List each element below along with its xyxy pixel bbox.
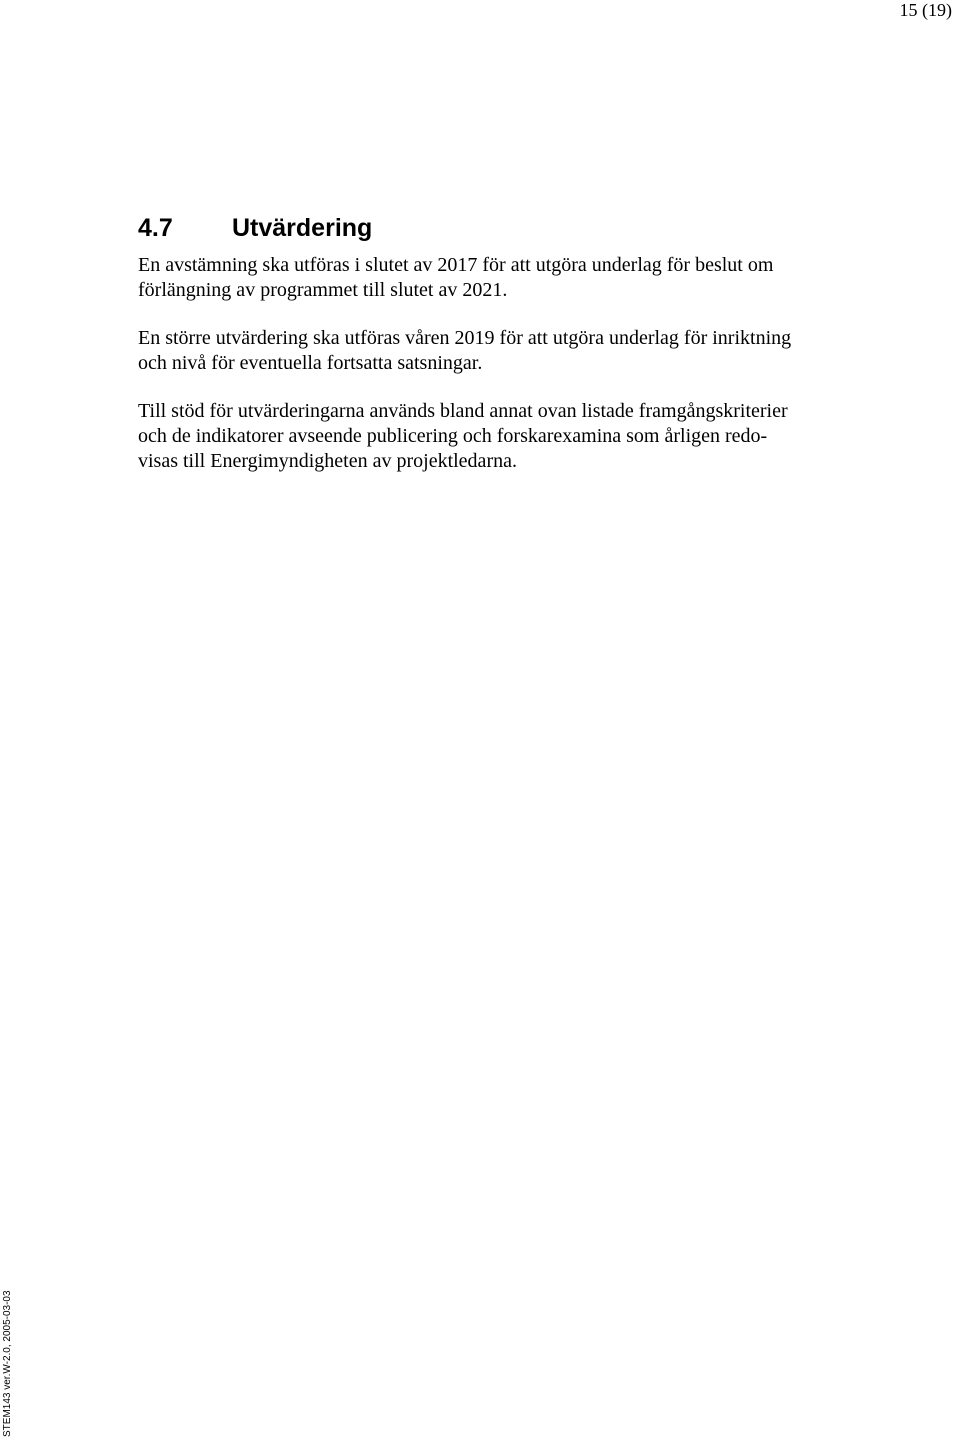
- paragraph-line: visas till Energimyndigheten av projektledarna.: [138, 450, 517, 472]
- paragraph-line: och nivå för eventuella fortsatta satsningar.: [138, 352, 483, 374]
- paragraph-line: och de indikatorer avseende publicering och forskarexamina som årligen redo-: [138, 425, 768, 447]
- section-heading: [138, 212, 878, 244]
- section-title: Utvärdering: [232, 214, 373, 242]
- paragraph-evaluation-support: [138, 399, 878, 474]
- page-number: 15 (19): [899, 0, 952, 20]
- paragraph-line: förlängning av programmet till slutet av 2021.: [138, 279, 508, 301]
- paragraph-evaluation-2019: [138, 326, 878, 376]
- paragraph-line: Till stöd för utvärderingarna används bland annat ovan listade framgångskriterier: [138, 400, 788, 422]
- paragraph-line: En avstämning ska utföras i slutet av 2017 för att utgöra underlag för beslut om: [138, 254, 774, 276]
- paragraph-line: En större utvärdering ska utföras våren 2019 för att utgöra underlag för inriktning: [138, 327, 792, 349]
- paragraph-evaluation-2017: [138, 253, 878, 303]
- document-body: [138, 212, 878, 497]
- template-version-label: STEM143 ver.W-2.0, 2005-03-03: [2, 1290, 13, 1437]
- section-number: 4.7: [138, 214, 173, 242]
